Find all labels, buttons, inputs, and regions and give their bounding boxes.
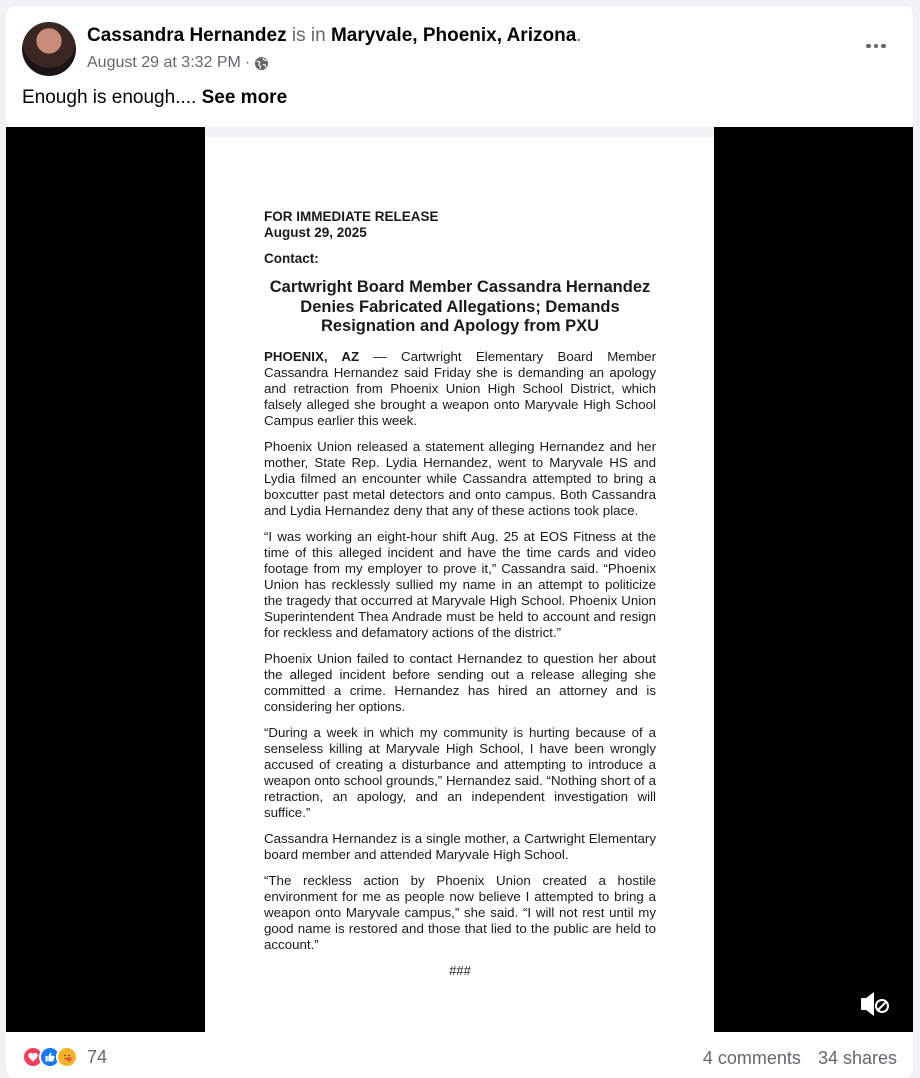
author-avatar[interactable] bbox=[22, 22, 76, 76]
post-footer bbox=[6, 1032, 913, 1078]
press-release-document bbox=[205, 127, 714, 1032]
post-meta bbox=[87, 54, 269, 72]
release-heading: FOR IMMEDIATE RELEASE bbox=[264, 209, 439, 224]
paragraph-3: “I was working an eight-hour shift Aug. 25 at EOS Fitness at the time of this alleged incident and have the time cards and video footage from my employer to prove it,” Cassandra said. “Phoenix Union has recklessly sullied my name in an attempt to politicize the tragedy that occurred at Maryvale High School. Phoenix Union Superintendent Thea Andrade must be held to account and resign for reckless and defamatory actions of the district.” bbox=[264, 528, 656, 640]
end-mark: ### bbox=[449, 962, 471, 978]
post-timestamp[interactable]: August 29 at 3:32 PM bbox=[87, 54, 241, 71]
care-reaction-icon bbox=[56, 1046, 78, 1068]
mute-icon[interactable] bbox=[859, 990, 891, 1018]
release-date: August 29, 2025 bbox=[264, 225, 367, 240]
location-link[interactable]: Maryvale, Phoenix, Arizona bbox=[330, 25, 577, 46]
release-title: Cartwright Board Member Cassandra Hernandez Denies Fabricated Allegations; Demands Resignation and Apology from PXU bbox=[269, 278, 651, 335]
paragraph-5: “During a week in which my community is hurting because of a senseless killing at Maryvale High School, I have been wrongly accused of creating a disturbance and attempting to introduce a weapon onto school grounds,” Hernandez said. “Nothing short of a retraction, an apology, and an independent investigation will suffice.” bbox=[264, 724, 656, 820]
engagement-stats bbox=[703, 1048, 897, 1069]
more-options-icon[interactable] bbox=[861, 36, 891, 56]
see-more-link[interactable]: See more bbox=[201, 87, 288, 108]
comments-count[interactable]: 4 comments bbox=[702, 1048, 801, 1068]
video-player[interactable] bbox=[6, 127, 913, 1032]
dateline: PHOENIX, AZ bbox=[264, 348, 360, 364]
post-card bbox=[6, 6, 913, 1078]
paragraph-1: PHOENIX, AZ — Cartwright Elementary Board Member Cassandra Hernandez said Friday she is demanding an apology and retraction from Phoenix Union High School District, which falsely alleged she brought a weapon onto Maryvale High School Campus earlier this week. bbox=[264, 348, 656, 428]
paragraph-4: Phoenix Union failed to contact Hernandez to question her about the alleged incident before sending out a release alleging she committed a crime. Hernandez has hired an attorney and is considering her options. bbox=[264, 650, 656, 714]
release-contact: Contact: bbox=[264, 251, 319, 266]
post-caption bbox=[22, 87, 287, 109]
author-name[interactable]: Cassandra Hernandez bbox=[87, 25, 287, 46]
period-text: . bbox=[576, 25, 582, 46]
post-header bbox=[22, 22, 897, 78]
meta-separator: · bbox=[244, 54, 251, 71]
reactions-summary[interactable] bbox=[22, 1046, 107, 1068]
author-line bbox=[87, 25, 582, 47]
paragraph-2: Phoenix Union released a statement alleging Hernandez and her mother, State Rep. Lydia Hernandez, went to Maryvale HS and Lydia filmed an encounter while Cassandra attempted to bring a boxcutter past metal detectors and onto campus. Both Cassandra and Lydia Hernandez deny that any of these actions took place. bbox=[264, 438, 656, 518]
shares-count[interactable]: 34 shares bbox=[817, 1048, 897, 1068]
globe-icon bbox=[254, 56, 269, 71]
reaction-count[interactable]: 74 bbox=[87, 1046, 108, 1067]
is-in-text: is in bbox=[291, 25, 326, 46]
paragraph-7: “The reckless action by Phoenix Union created a hostile environment for me as people now believe I attempted to bring a weapon onto Maryvale campus,” she said. “I will not rest until my good name is restored and those that lied to the public are held to account.” bbox=[264, 872, 656, 952]
paragraph-6: Cassandra Hernandez is a single mother, a Cartwright Elementary board member and attended Maryvale High School. bbox=[264, 830, 656, 862]
caption-text: Enough is enough.... bbox=[22, 87, 197, 108]
